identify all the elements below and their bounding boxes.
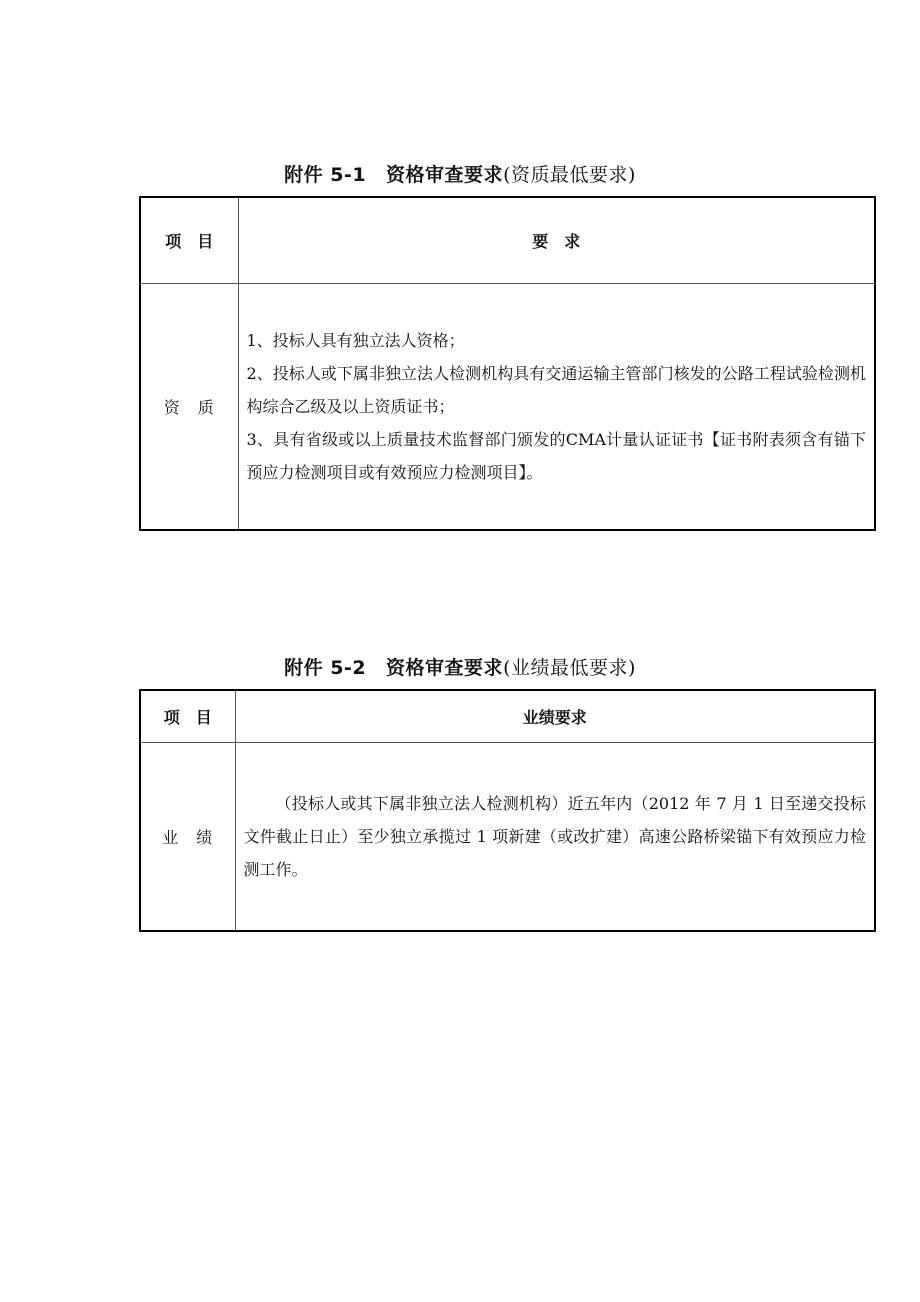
table1-title-main: 资格审查要求: [386, 164, 504, 186]
table2-title-main: 资格审查要求: [386, 657, 504, 679]
performance-table: [139, 689, 876, 932]
table1-header-requirement: 要 求: [238, 197, 875, 283]
table1-header-row: [140, 197, 875, 283]
requirement-line-1: 1、投标人具有独立法人资格；: [246, 330, 465, 350]
table1-header-item: 项 目: [140, 197, 238, 283]
table2-row-label: 业 绩: [140, 742, 235, 931]
table2-performance-row: [140, 742, 875, 931]
table1-title: [0, 160, 920, 187]
table2-header-requirement: 业绩要求: [235, 690, 875, 742]
table2-header-item: 项 目: [140, 690, 235, 742]
table2-requirements-cell: [235, 742, 875, 931]
qualification-table: [139, 196, 876, 531]
table2-title: [0, 653, 920, 680]
table2-header-row: [140, 690, 875, 742]
table1-title-suffix: (资质最低要求): [503, 164, 636, 186]
table1-title-prefix: 附件 5-1: [284, 164, 367, 186]
table1-qualification-row: [140, 283, 875, 530]
table2-title-prefix: 附件 5-2: [284, 657, 367, 679]
table1-requirements-cell: [238, 283, 875, 530]
requirement-line-2: 2、投标人或下属非独立法人检测机构具有交通运输主管部门核发的公路工程试验检测机构综合乙级及以上资质证书；: [246, 363, 866, 416]
table2-title-suffix: (业绩最低要求): [503, 657, 636, 679]
table1-row-label: 资 质: [140, 283, 238, 530]
performance-paragraph: （投标人或其下属非独立法人检测机构）近五年内（2012 年 7 月 1 日至递交投标文件截止日止）至少独立承揽过 1 项新建（或改扩建）高速公路桥梁锚下有效预应力检测工作。: [243, 793, 866, 879]
requirement-line-3: 3、具有省级或以上质量技术监督部门颁发的CMA计量认证证书【证书附表须含有锚下预应力检测项目或有效预应力检测项目】。: [246, 429, 866, 482]
